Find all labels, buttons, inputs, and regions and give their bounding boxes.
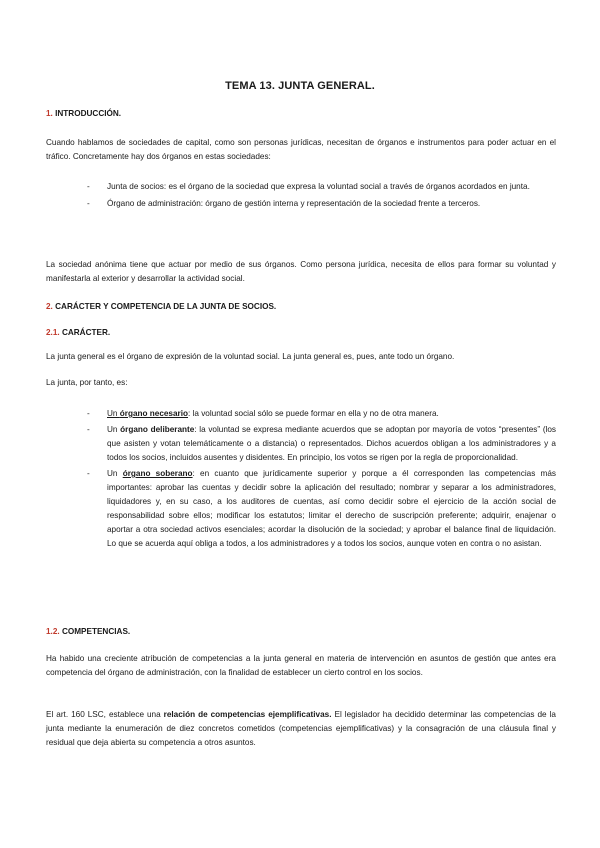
item-term: órgano deliberante [120,425,195,434]
item-prefix: Un [107,425,121,434]
list-item-organo-soberano [107,467,556,551]
list-item-organo-necesario [107,407,556,421]
paragraph-sociedad-anonima: La sociedad anónima tiene que actuar por medio de sus órganos. Como persona jurídica, necesita de ellos para formar su voluntad y manifestarla al exterior y desarrollar la actividad social. [46,260,556,283]
section-number: 1. [46,109,53,118]
paragraph-atribucion-competencias: Ha habido una creciente atribución de competencias a la junta general en materia de intervención en asuntos de gestión que antes era competencia del órgano de administración, con la finalidad de establecer un cierto control en los socios. [46,654,556,677]
subsection-heading-caracter [46,328,110,337]
list-item: - Junta de socios: es el órgano de la sociedad que expresa la voluntad social a través de órganos acordados en junta. [107,180,556,194]
section-heading-introduccion [46,109,121,118]
section-number: 2.1. [46,328,60,337]
paragraph-junta-organo: La junta general es el órgano de expresión de la voluntad social. La junta general es, pues, ante todo un órgano. [46,352,455,361]
item-prefix: Un [107,409,120,418]
section-label: INTRODUCCIÓN. [52,109,122,118]
section-number: 2. [46,302,53,311]
organs-list [107,180,556,211]
section-label: CARÁCTER. [59,328,111,337]
item-text: : en cuanto que jurídicamente superior y porque a él corresponden las competencias más importantes: aprobar las cuentas y decidir sobre la aplicación del resultado; nombrar y separar a los administradores, liquidadores y, en su caso, a los auditores de cuentas, así como decidir sobre el ejercicio de la acción social de responsabilidad sobre ellos; modificar los estatutos; limitar el derecho de suscripción preferente; adquirir, enajenar o aportar a otra sociedad activos esenciales; acordar la disolución de la sociedad; y aprobar el balance final de liquidación. Lo que se acuerda aquí obliga a todos, a los administradores y a todos los socios, aunque voten en contra o no asistan. [107,469,556,548]
item-term: órgano soberano [122,469,193,478]
section-label: COMPETENCIAS. [59,627,131,636]
paragraph-text: El legislador ha decidido determinar las competencias de la junta mediante la enumeración de diez concretos cometidos (competencias ejemplificativas) y la consagración de una cláusula final y residual que deja abierta su competencia a otros asuntos. [46,710,556,747]
paragraph-text: El art. 160 LSC, establece una [46,710,164,719]
list-item-organo-deliberante [107,423,556,465]
subsection-heading-competencias [46,627,130,636]
item-text: : la voluntad social sólo se puede formar en ella y no de otra manera. [188,409,439,418]
item-prefix: Un [107,469,123,478]
section-number: 1.2. [46,627,60,636]
section-label: CARÁCTER Y COMPETENCIA DE LA JUNTA DE SOCIOS. [52,302,277,311]
document-title: TEMA 13. JUNTA GENERAL. [225,80,375,92]
section-heading-caracter-competencia [46,302,276,311]
item-text: : la voluntad se expresa mediante acuerdos que se adoptan por mayoría de votos “presentes” (los que asisten y votan telemáticamente o a distancia) o representados. Dichos acuerdos obligan a los administradores y a todos los socios, incluidos ausentes y disidentes. En principio, los votos se rigen por la regla de proporcionalidad. [107,425,557,462]
paragraph-junta-es: La junta, por tanto, es: [46,378,128,387]
junta-characteristics-list [107,407,556,551]
item-term: órgano necesario [119,409,189,418]
list-item: - Órgano de administración: órgano de gestión interna y representación de la sociedad frente a terceros. [107,197,556,211]
paragraph-intro: Cuando hablamos de sociedades de capital, como son personas jurídicas, necesitan de órganos e instrumentos para poder actuar en el tráfico. Concretamente hay dos órganos en estas sociedades: [46,138,556,161]
paragraph-art-160 [46,708,556,750]
paragraph-emphasis: relación de competencias ejemplificativas. [163,710,332,719]
